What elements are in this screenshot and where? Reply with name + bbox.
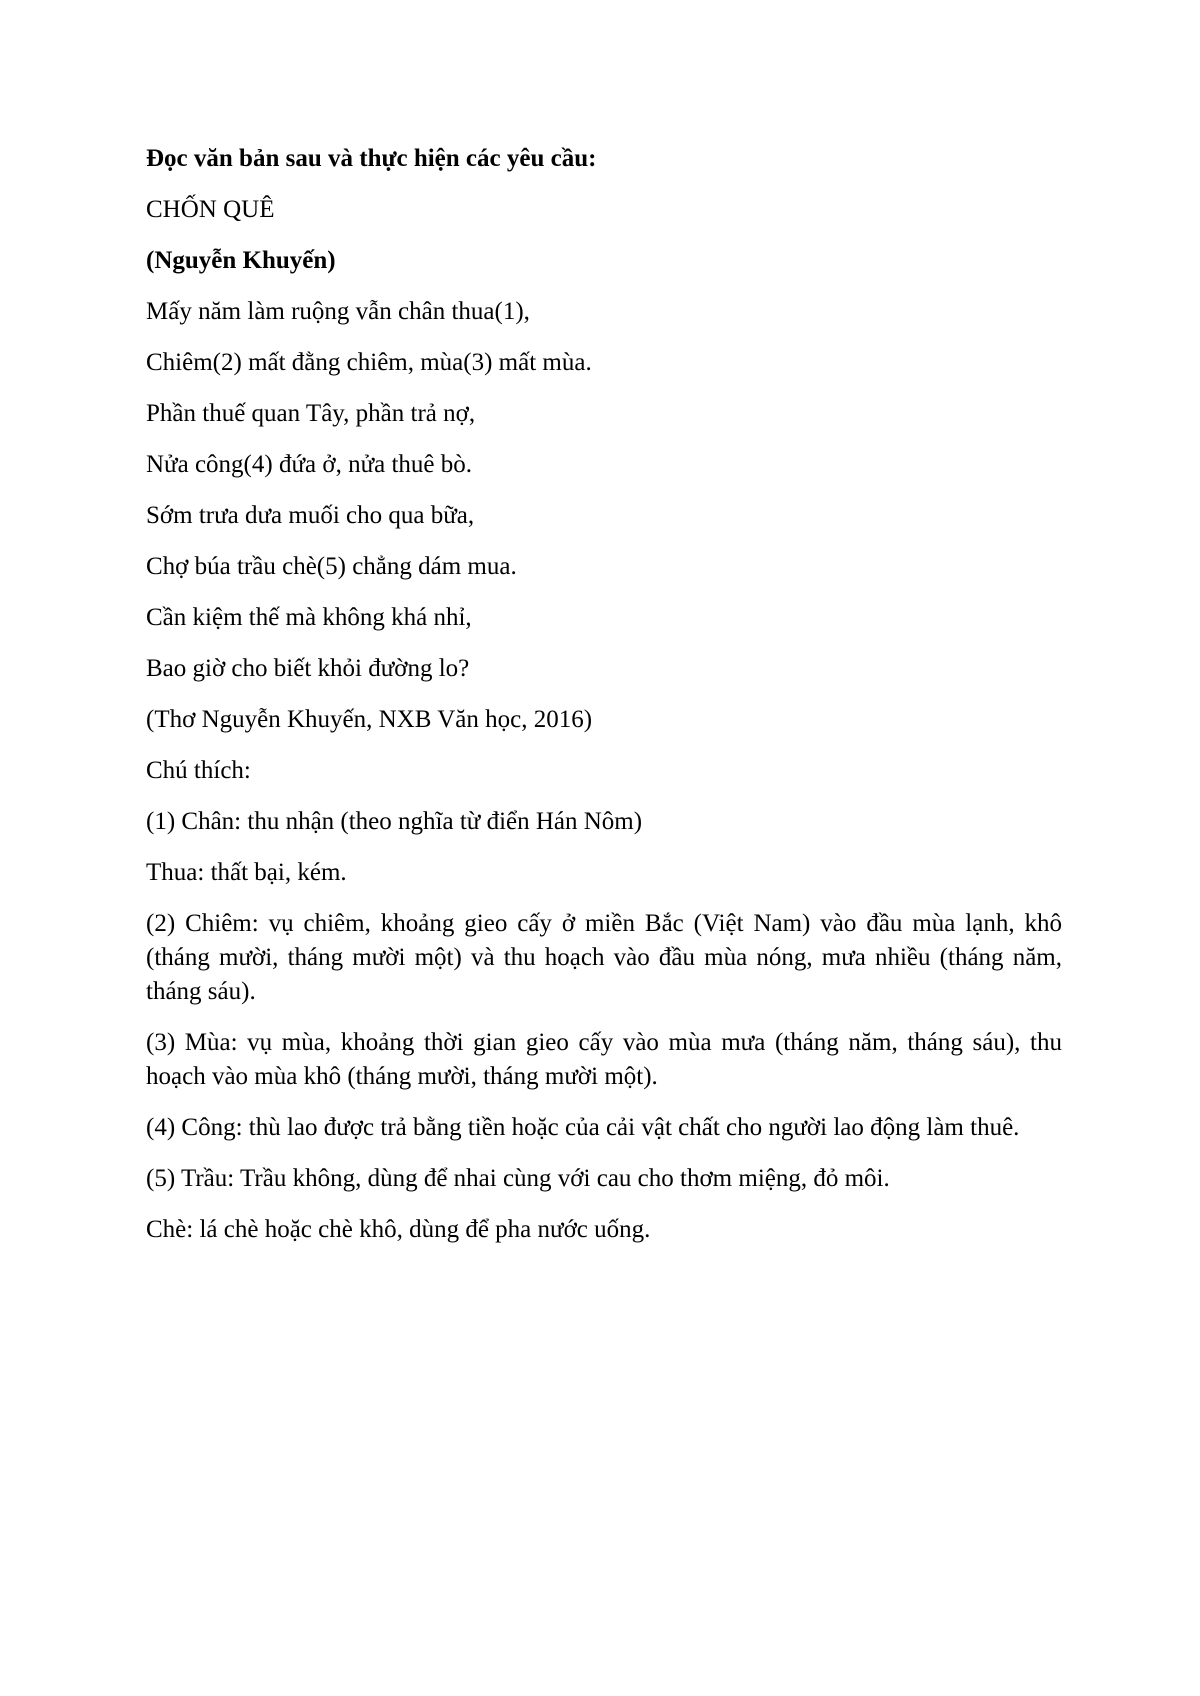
note-item: (4) Công: thù lao được trả bằng tiền hoặc của cải vật chất cho người lao động làm thuê. bbox=[146, 1114, 1020, 1141]
note-item: Chè: lá chè hoặc chè khô, dùng để pha nước uống. bbox=[146, 1216, 651, 1243]
poem-line: Phần thuế quan Tây, phần trả nợ, bbox=[146, 400, 476, 427]
note-item: Thua: thất bại, kém. bbox=[146, 859, 347, 886]
note-item: (3) Mùa: vụ mùa, khoảng thời gian gieo cấy vào mùa mưa (tháng năm, tháng sáu), thu hoạch vào mùa khô (tháng mười, tháng mười một). bbox=[146, 1029, 1062, 1090]
instruction-text: Đọc văn bản sau và thực hiện các yêu cầu: bbox=[146, 145, 597, 172]
note-item: (5) Trầu: Trầu không, dùng để nhai cùng với cau cho thơm miệng, đỏ môi. bbox=[146, 1165, 890, 1192]
poem-line: Nửa công(4) đứa ở, nửa thuê bò. bbox=[146, 451, 473, 478]
document-body bbox=[146, 142, 1062, 1264]
poem-author: (Nguyễn Khuyến) bbox=[146, 247, 336, 274]
note-item: (2) Chiêm: vụ chiêm, khoảng gieo cấy ở miền Bắc (Việt Nam) vào đầu mùa lạnh, khô (tháng mười, tháng mười một) và thu hoạch vào đầu mùa nóng, mưa nhiều (tháng năm, tháng sáu). bbox=[146, 910, 1062, 1005]
notes-heading: Chú thích: bbox=[146, 757, 251, 784]
poem-line: Mấy năm làm ruộng vẫn chân thua(1), bbox=[146, 298, 530, 325]
poem-source: (Thơ Nguyễn Khuyến, NXB Văn học, 2016) bbox=[146, 706, 593, 733]
poem-line: Cần kiệm thế mà không khá nhỉ, bbox=[146, 604, 472, 631]
poem-line: Bao giờ cho biết khỏi đường lo? bbox=[146, 655, 470, 682]
poem-line: Chợ búa trầu chè(5) chẳng dám mua. bbox=[146, 553, 517, 580]
poem-line: Chiêm(2) mất đằng chiêm, mùa(3) mất mùa. bbox=[146, 349, 592, 376]
poem-line: Sớm trưa dưa muối cho qua bữa, bbox=[146, 502, 475, 529]
poem-title: CHỐN QUÊ bbox=[146, 196, 275, 223]
note-item: (1) Chân: thu nhận (theo nghĩa từ điển Hán Nôm) bbox=[146, 808, 643, 835]
